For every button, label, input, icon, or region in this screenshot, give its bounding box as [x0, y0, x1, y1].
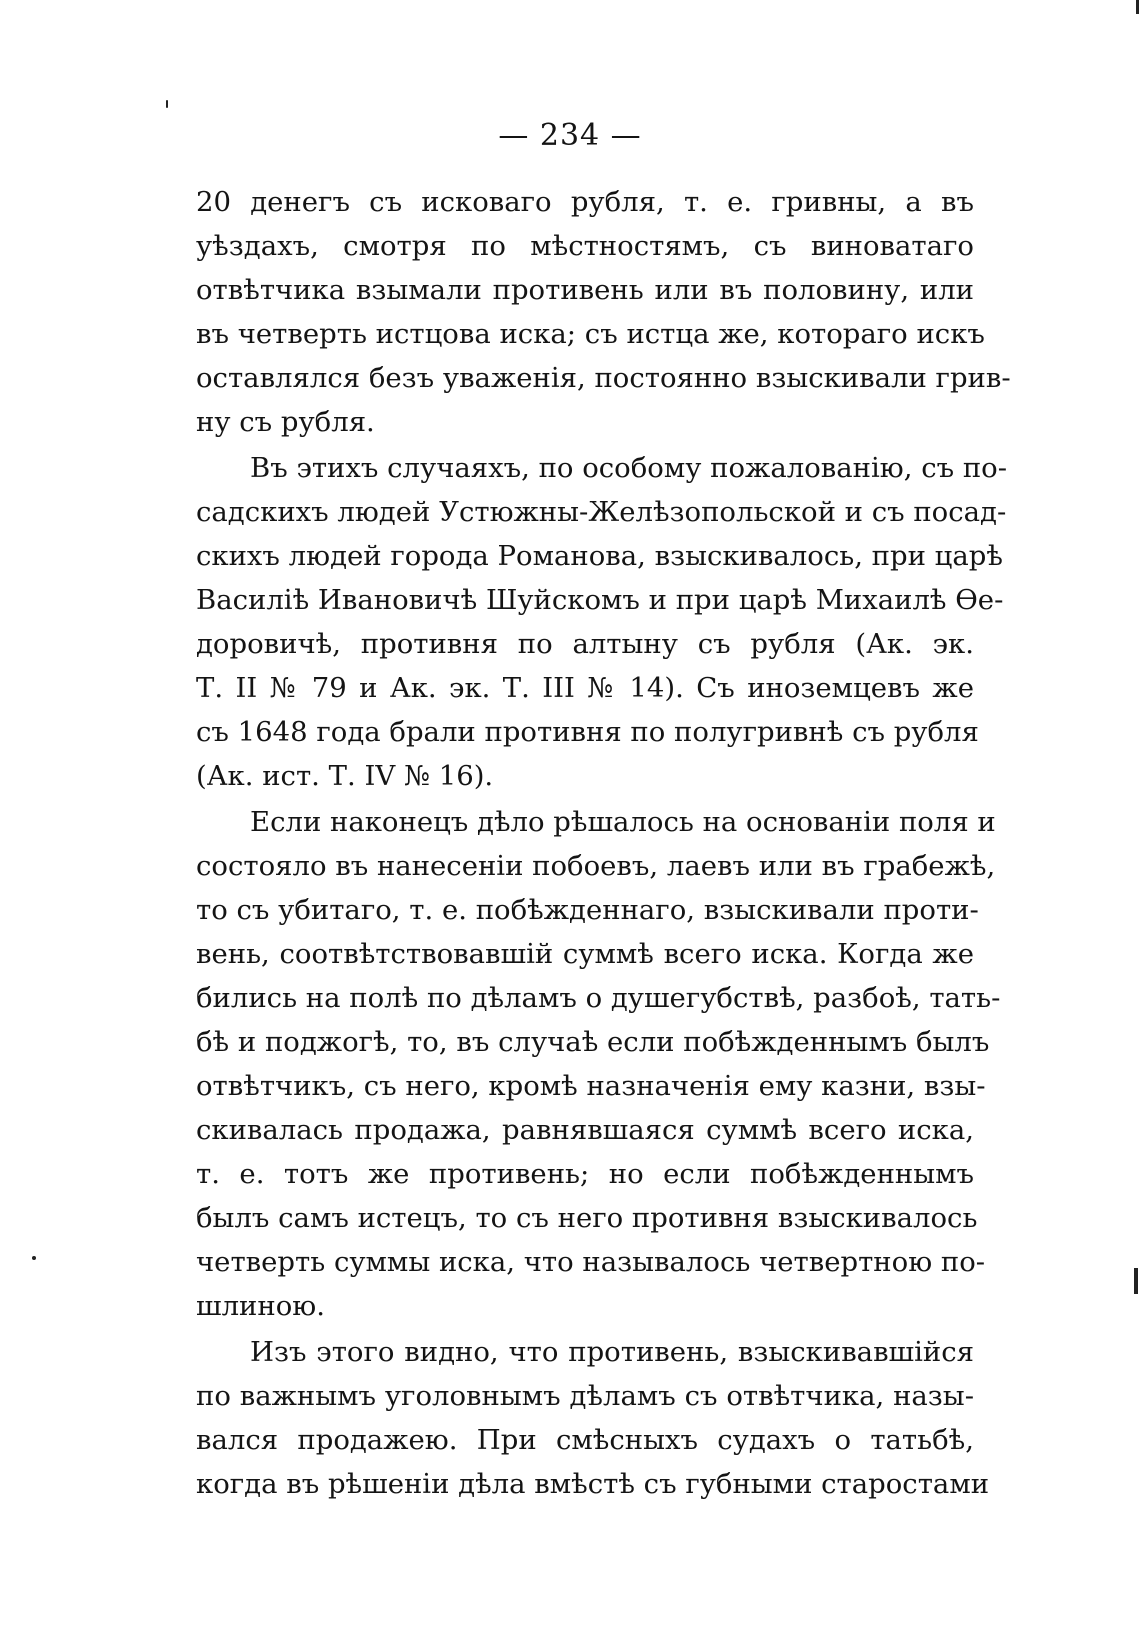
text-line: состояло въ нанесеніи побоевъ, лаевъ или въ грабежѣ,	[196, 850, 996, 882]
text-line: вался продажею. При смѣсныхъ судахъ о татьбѣ,	[196, 1424, 974, 1456]
text-line: уѣздахъ, смотря по мѣстностямъ, съ виноватаго	[196, 230, 974, 262]
text-line: шлиною.	[196, 1290, 325, 1322]
text-line: былъ самъ истецъ, то съ него противня взыскивалось	[196, 1202, 978, 1234]
scan-speck	[166, 100, 168, 108]
text-line: когда въ рѣшеніи дѣла вмѣстѣ съ губными старостами	[196, 1468, 990, 1500]
text-line: то съ убитаго, т. е. побѣжденнаго, взыскивали проти-	[196, 894, 979, 926]
text-line: (Ак. ист. Т. IV № 16).	[196, 760, 494, 792]
text-line: 20 денегъ съ исковаго рубля, т. е. гривны, а въ	[196, 186, 974, 218]
scan-edge-mark	[1136, 0, 1139, 14]
text-line: оставлялся безъ уваженія, постоянно взыскивали грив-	[196, 362, 1011, 394]
scan-speck	[32, 1256, 36, 1260]
text-line: доровичѣ, противня по алтыну съ рубля (Ак. эк.	[196, 628, 974, 660]
text-line: четверть суммы иска, что называлось четвертною по-	[196, 1246, 986, 1278]
text-line: отвѣтчика взымали противень или въ половину, или	[196, 274, 974, 306]
page-number: — 234 —	[498, 118, 642, 153]
text-line: скивалась продажа, равнявшаяся суммѣ всего иска,	[196, 1114, 974, 1146]
text-line: отвѣтчикъ, съ него, кромѣ назначенія ему казни, взы-	[196, 1070, 986, 1102]
text-line: Если наконецъ дѣло рѣшалось на основаніи поля и	[250, 806, 996, 838]
text-line: Т. II № 79 и Ак. эк. Т. III № 14). Съ иноземцевъ же	[196, 672, 974, 704]
scan-edge-mark	[1134, 1268, 1138, 1294]
text-line: въ четверть истцова иска; съ истца же, котораго искъ	[196, 318, 985, 350]
text-line: скихъ людей города Романова, взыскивалось, при царѣ	[196, 540, 1003, 572]
text-line: съ 1648 года брали противня по полугривнѣ съ рубля	[196, 716, 979, 748]
text-line: бились на полѣ по дѣламъ о душегубствѣ, разбоѣ, тать-	[196, 982, 1001, 1014]
text-line: Въ этихъ случаяхъ, по особому пожалованію, съ по-	[250, 452, 1008, 484]
text-line: Василіѣ Ивановичѣ Шуйскомъ и при царѣ Михаилѣ Ѳе-	[196, 584, 1004, 616]
text-line: вень, соотвѣтствовавшій суммѣ всего иска. Когда же	[196, 938, 974, 970]
text-line: Изъ этого видно, что противень, взыскивавшійся	[250, 1336, 974, 1368]
text-line: ну съ рубля.	[196, 406, 375, 438]
text-line: по важнымъ уголовнымъ дѣламъ съ отвѣтчика, назы-	[196, 1380, 974, 1412]
text-line: бѣ и поджогѣ, то, въ случаѣ если побѣжденнымъ былъ	[196, 1026, 990, 1058]
text-line: садскихъ людей Устюжны-Желѣзопольской и съ посад-	[196, 496, 1007, 528]
text-line: т. е. тотъ же противень; но если побѣжденнымъ	[196, 1158, 974, 1190]
